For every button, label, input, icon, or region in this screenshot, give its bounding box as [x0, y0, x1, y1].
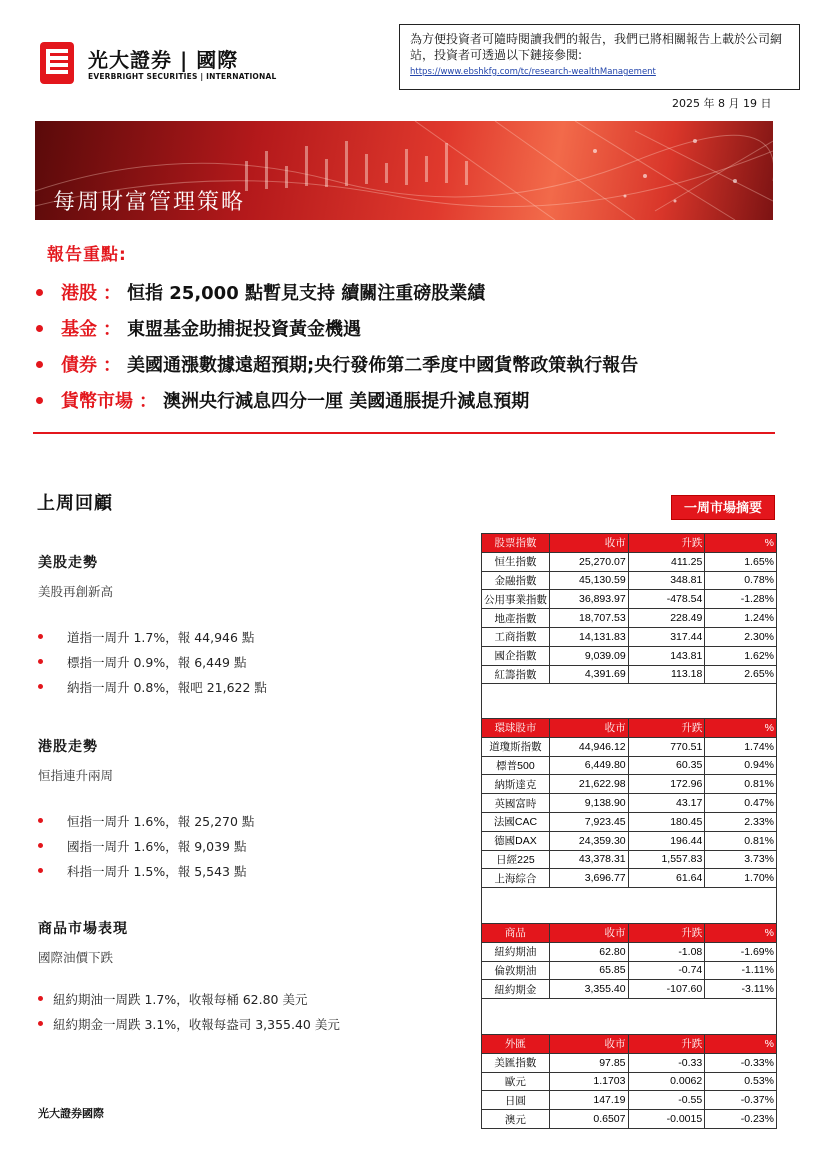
- table-cell: -1.28%: [705, 590, 777, 609]
- highlight-item: [36, 310, 638, 346]
- table-row: [482, 942, 777, 961]
- table-cell: 196.44: [628, 831, 705, 850]
- highlight-item: [36, 382, 638, 418]
- banner-title: 每周財富管理策略: [53, 190, 246, 215]
- hk-stocks-block: [38, 736, 254, 883]
- table-header-cell: 環球股市: [482, 719, 550, 738]
- highlight-item: [36, 346, 638, 382]
- table-row: [482, 737, 777, 756]
- bullet-text: 科指一周升 1.5%，報 5,543 點: [67, 863, 247, 879]
- table-cell: 1.62%: [705, 646, 777, 665]
- logo-chinese-text: 光大證券 | 國際: [88, 48, 239, 72]
- bullet-icon: [38, 1021, 43, 1026]
- table-row: [482, 1110, 777, 1129]
- table-cell: 14,131.83: [550, 627, 629, 646]
- table-header-cell: %: [705, 534, 777, 553]
- table-cell: 21,622.98: [549, 775, 628, 794]
- table-cell: -107.60: [628, 980, 705, 999]
- table-cell: 60.35: [628, 756, 705, 775]
- bullet-icon: [36, 397, 43, 404]
- bullet-icon: [38, 659, 43, 664]
- highlight-separator: ：: [103, 283, 121, 304]
- table-header-cell: %: [705, 924, 777, 943]
- list-item: [38, 833, 254, 858]
- highlight-text: 美國通漲數據遠超預期;央行發佈第二季度中國貨幣政策執行報告: [127, 355, 639, 376]
- table-header-cell: 升跌: [628, 924, 705, 943]
- bullet-text: 納指一周升 0.8%，報吧 21,622 點: [67, 679, 267, 695]
- table-cell: 0.53%: [705, 1072, 777, 1091]
- table-cell: 172.96: [628, 775, 705, 794]
- logo-mark-icon: [40, 42, 74, 84]
- table-cell: 倫敦期油: [482, 961, 550, 980]
- forex-table: [481, 1034, 777, 1129]
- table-cell: -0.55: [628, 1091, 705, 1110]
- table-cell: 43.17: [628, 794, 705, 813]
- bullet-icon: [38, 843, 43, 848]
- table-cell: 770.51: [628, 737, 705, 756]
- table-cell: 日圓: [482, 1091, 550, 1110]
- table-cell: 澳元: [482, 1110, 550, 1129]
- table-header-cell: 收市: [549, 1035, 628, 1054]
- table-cell: 348.81: [628, 571, 705, 590]
- table-row: [482, 1091, 777, 1110]
- table-row: [482, 590, 777, 609]
- table-cell: -478.54: [628, 590, 705, 609]
- research-link[interactable]: https://www.ebshkfg.com/tc/research-wealthManagement: [410, 67, 656, 77]
- table-cell: 7,923.45: [549, 812, 628, 831]
- block-bullets: [38, 986, 340, 1036]
- table-cell: -3.11%: [705, 980, 777, 999]
- highlight-text: 澳洲央行減息四分一厘 美國通脹提升減息預期: [163, 391, 530, 412]
- list-item: [38, 808, 254, 833]
- table-cell: 1.70%: [705, 869, 777, 888]
- block-heading: 美股走勢: [38, 555, 98, 571]
- table-row: [482, 812, 777, 831]
- table-cell: 45,130.59: [550, 571, 629, 590]
- table-cell: 歐元: [482, 1072, 550, 1091]
- table-cell: 美匯指數: [482, 1053, 550, 1072]
- table-cell: 道瓊斯指數: [482, 737, 550, 756]
- table-cell: -1.69%: [705, 942, 777, 961]
- company-logo: [40, 42, 280, 86]
- table-row: [482, 831, 777, 850]
- table-cell: -0.33: [628, 1053, 705, 1072]
- table-cell: -0.0015: [628, 1110, 705, 1129]
- table-cell: 3,355.40: [549, 980, 628, 999]
- list-item: [38, 858, 254, 883]
- table-cell: 0.78%: [705, 571, 777, 590]
- table-cell: 2.65%: [705, 665, 777, 684]
- table-cell: 恒生指數: [482, 552, 550, 571]
- table-cell: 1.74%: [705, 737, 777, 756]
- bullet-text: 國指一周升 1.6%，報 9,039 點: [67, 838, 247, 854]
- table-cell: 43,378.31: [549, 850, 628, 869]
- table-spacer: [481, 683, 777, 719]
- table-header-cell: 升跌: [628, 534, 705, 553]
- bullet-icon: [36, 325, 43, 332]
- highlights-list: [36, 274, 638, 418]
- bullet-text: 紐約期油一周跌 1.7%，收報每桶 62.80 美元: [53, 991, 308, 1007]
- table-cell: 紐約期油: [482, 942, 550, 961]
- table-cell: 0.94%: [705, 756, 777, 775]
- weekly-review-title: 上周回顧: [37, 493, 113, 514]
- table-cell: -0.23%: [705, 1110, 777, 1129]
- table-cell: 英國富時: [482, 794, 550, 813]
- block-heading: 商品市場表現: [38, 921, 128, 937]
- table-header-row: [482, 924, 777, 943]
- table-row: [482, 665, 777, 684]
- table-cell: 24,359.30: [549, 831, 628, 850]
- table-row: [482, 775, 777, 794]
- highlight-text: 恒指 25,000 點暫見支持 續關注重磅股業績: [127, 283, 486, 304]
- table-row: [482, 646, 777, 665]
- table-cell: 法國CAC: [482, 812, 550, 831]
- bullet-icon: [38, 996, 43, 1001]
- hk-index-table: [481, 533, 777, 684]
- table-cell: -1.08: [628, 942, 705, 961]
- commodities-table: [481, 923, 777, 999]
- footer-company-name: 光大證券國際: [38, 1107, 104, 1120]
- list-item: [38, 624, 267, 649]
- table-cell: 公用事業指數: [482, 590, 550, 609]
- table-cell: 金融指數: [482, 571, 550, 590]
- table-row: [482, 552, 777, 571]
- table-cell: 9,039.09: [550, 646, 629, 665]
- report-banner: [35, 121, 773, 220]
- highlight-category: 債券: [61, 355, 97, 376]
- bullet-icon: [38, 684, 43, 689]
- block-bullets: [38, 808, 254, 883]
- commodities-block: [38, 918, 340, 1036]
- table-header-row: [482, 534, 777, 553]
- table-row: [482, 980, 777, 999]
- report-notice-box: [399, 24, 800, 90]
- table-header-cell: 收市: [549, 719, 628, 738]
- highlight-text: 東盟基金助捕捉投資黃金機遇: [127, 319, 361, 340]
- table-cell: 2.33%: [705, 812, 777, 831]
- highlights-title: 報告重點:: [47, 245, 127, 265]
- table-row: [482, 609, 777, 628]
- table-cell: -0.33%: [705, 1053, 777, 1072]
- bullet-text: 恒指一周升 1.6%，報 25,270 點: [67, 813, 255, 829]
- table-spacer: [481, 997, 777, 1035]
- table-cell: 317.44: [628, 627, 705, 646]
- highlight-separator: ：: [103, 355, 121, 376]
- block-subtitle: 美股再創新高: [38, 584, 114, 599]
- table-cell: -1.11%: [705, 961, 777, 980]
- table-row: [482, 869, 777, 888]
- table-header-cell: 收市: [549, 924, 628, 943]
- table-cell: 0.47%: [705, 794, 777, 813]
- table-header-cell: %: [705, 719, 777, 738]
- table-cell: 6,449.80: [549, 756, 628, 775]
- us-stocks-block: [38, 552, 267, 699]
- highlight-separator: ：: [103, 319, 121, 340]
- table-cell: 1.65%: [705, 552, 777, 571]
- table-cell: 紐約期金: [482, 980, 550, 999]
- table-cell: 147.19: [549, 1091, 628, 1110]
- table-cell: 1.1703: [549, 1072, 628, 1091]
- bullet-icon: [36, 289, 43, 296]
- table-cell: 61.64: [628, 869, 705, 888]
- table-cell: 工商指數: [482, 627, 550, 646]
- table-cell: 180.45: [628, 812, 705, 831]
- bullet-icon: [38, 818, 43, 823]
- table-cell: 上海綜合: [482, 869, 550, 888]
- table-header-cell: 股票指數: [482, 534, 550, 553]
- table-row: [482, 627, 777, 646]
- table-cell: 97.85: [549, 1053, 628, 1072]
- table-cell: 3,696.77: [549, 869, 628, 888]
- table-cell: 0.81%: [705, 775, 777, 794]
- list-item: [38, 674, 267, 699]
- list-item: [38, 1011, 340, 1036]
- highlight-category: 貨幣市場: [61, 391, 133, 412]
- highlight-item: [36, 274, 638, 310]
- table-cell: 9,138.90: [549, 794, 628, 813]
- table-header-cell: 外匯: [482, 1035, 550, 1054]
- block-subtitle: 國際油價下跌: [38, 950, 114, 965]
- table-cell: 36,893.97: [550, 590, 629, 609]
- table-cell: 411.25: [628, 552, 705, 571]
- section-divider: [33, 432, 775, 434]
- weekly-market-summary-label: 一周市場摘要: [671, 495, 775, 520]
- table-cell: 國企指數: [482, 646, 550, 665]
- bullet-icon: [36, 361, 43, 368]
- table-cell: 0.0062: [628, 1072, 705, 1091]
- table-header-row: [482, 719, 777, 738]
- table-header-cell: 升跌: [628, 1035, 705, 1054]
- highlight-category: 港股: [61, 283, 97, 304]
- block-subtitle: 恒指連升兩周: [38, 768, 114, 783]
- table-cell: -0.74: [628, 961, 705, 980]
- table-cell: 143.81: [628, 646, 705, 665]
- table-cell: 113.18: [628, 665, 705, 684]
- table-cell: 25,270.07: [550, 552, 629, 571]
- table-header-cell: 升跌: [628, 719, 705, 738]
- table-cell: 地產指數: [482, 609, 550, 628]
- table-cell: 228.49: [628, 609, 705, 628]
- list-item: [38, 986, 340, 1011]
- list-item: [38, 649, 267, 674]
- table-row: [482, 850, 777, 869]
- table-cell: 65.85: [549, 961, 628, 980]
- bullet-text: 標指一周升 0.9%，報 6,449 點: [67, 654, 247, 670]
- table-row: [482, 961, 777, 980]
- table-cell: 2.30%: [705, 627, 777, 646]
- table-cell: 0.81%: [705, 831, 777, 850]
- table-cell: 標普500: [482, 756, 550, 775]
- block-heading: 港股走勢: [38, 739, 98, 755]
- table-row: [482, 1072, 777, 1091]
- bullet-icon: [38, 868, 43, 873]
- table-row: [482, 794, 777, 813]
- global-markets-table: [481, 718, 777, 888]
- table-header-cell: 收市: [550, 534, 629, 553]
- notice-text: 為方便投資者可隨時閱讀我們的報告，我們已將相關報告上載於公司網站，投資者可透過以下鏈接參閱:: [410, 32, 783, 62]
- table-cell: 18,707.53: [550, 609, 629, 628]
- table-cell: 0.6507: [549, 1110, 628, 1129]
- bullet-text: 紐約期金一周跌 3.1%，收報每盎司 3,355.40 美元: [53, 1016, 340, 1032]
- table-cell: -0.37%: [705, 1091, 777, 1110]
- bullet-text: 道指一周升 1.7%，報 44,946 點: [67, 629, 255, 645]
- table-cell: 日經225: [482, 850, 550, 869]
- table-cell: 1,557.83: [628, 850, 705, 869]
- table-cell: 德國DAX: [482, 831, 550, 850]
- table-cell: 3.73%: [705, 850, 777, 869]
- logo-english-text: EVERBRIGHT SECURITIES | INTERNATIONAL: [88, 72, 277, 81]
- table-spacer: [481, 887, 777, 924]
- table-header-cell: %: [705, 1035, 777, 1054]
- table-cell: 1.24%: [705, 609, 777, 628]
- table-cell: 44,946.12: [549, 737, 628, 756]
- table-header-row: [482, 1035, 777, 1054]
- highlight-category: 基金: [61, 319, 97, 340]
- highlight-separator: ：: [139, 391, 157, 412]
- table-row: [482, 756, 777, 775]
- report-date: 2025 年 8 月 19 日: [672, 97, 772, 110]
- table-cell: 納斯達克: [482, 775, 550, 794]
- table-cell: 62.80: [549, 942, 628, 961]
- block-bullets: [38, 624, 267, 699]
- table-cell: 紅籌指數: [482, 665, 550, 684]
- table-cell: 4,391.69: [550, 665, 629, 684]
- table-row: [482, 1053, 777, 1072]
- table-header-cell: 商品: [482, 924, 550, 943]
- bullet-icon: [38, 634, 43, 639]
- table-row: [482, 571, 777, 590]
